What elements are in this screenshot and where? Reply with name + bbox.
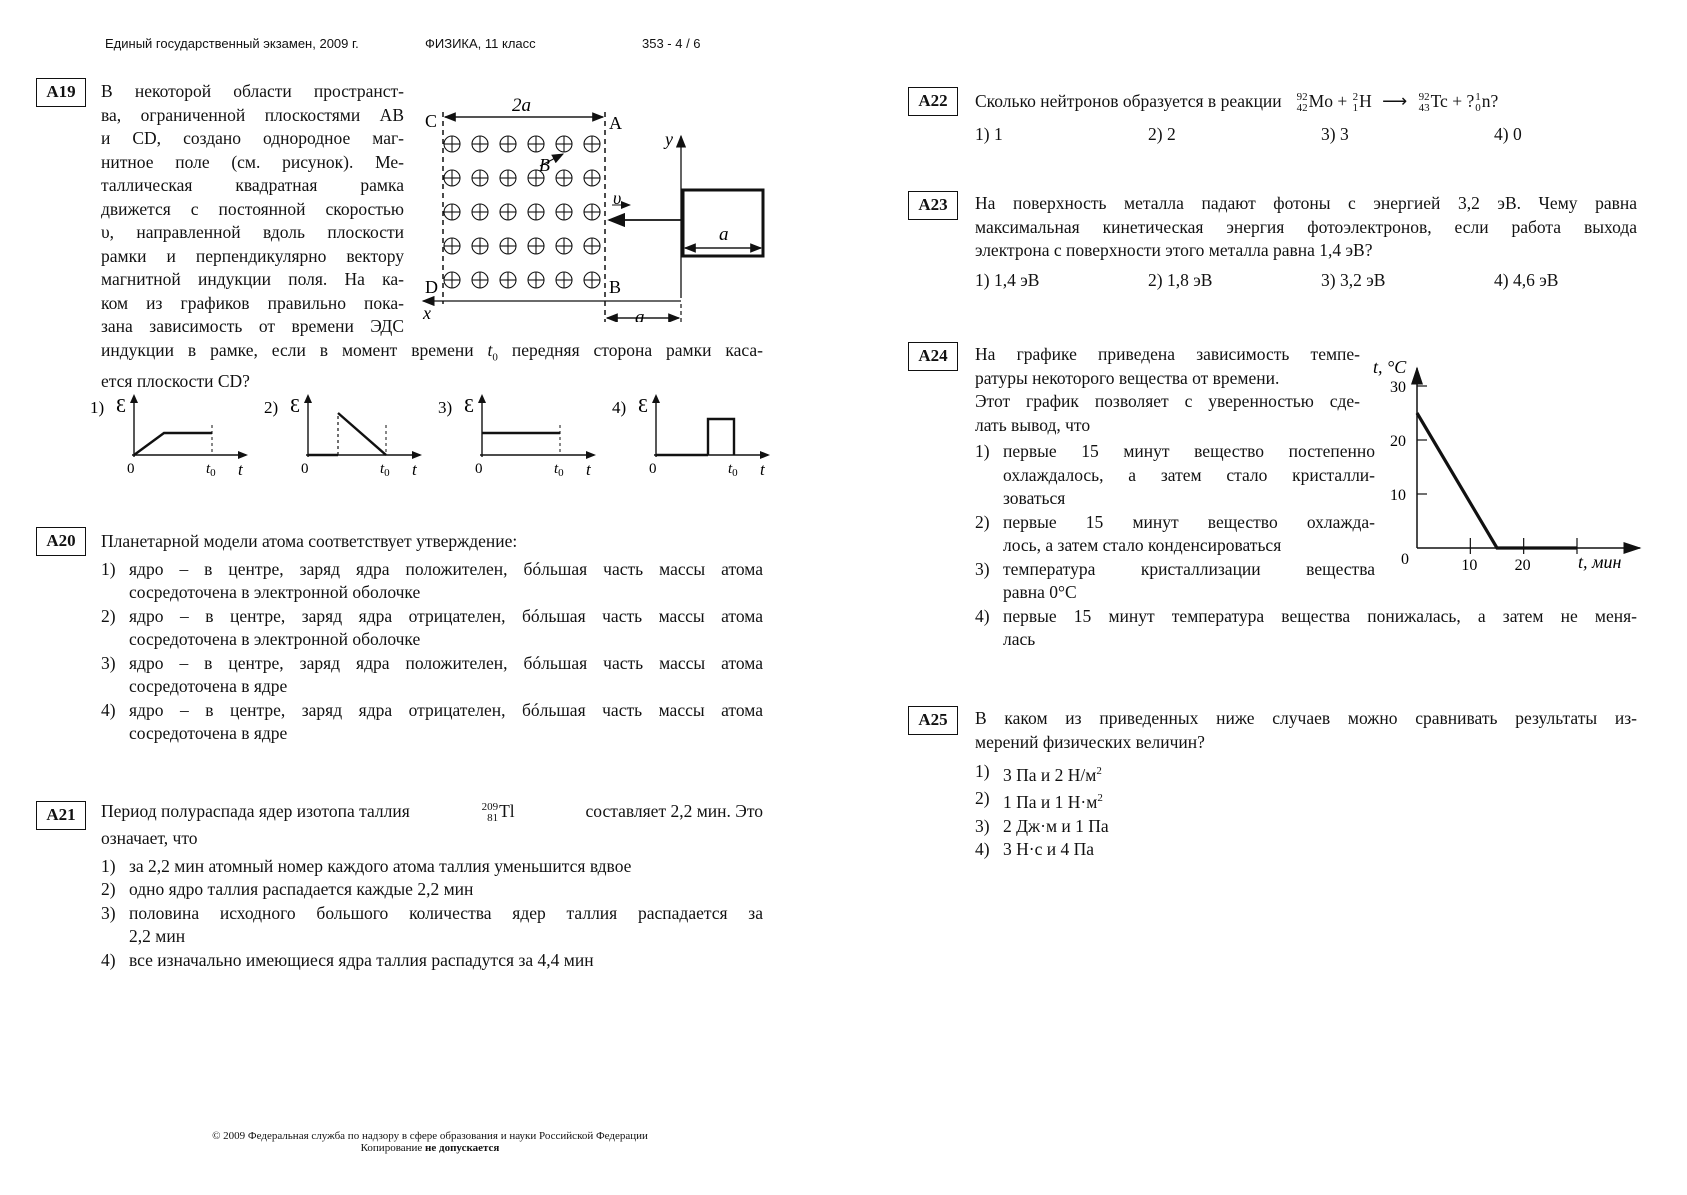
a23-body: На поверхность металла падают фотоны с энергией 3,2 эВ. Чему равна максимальная кинетическая энергия фотоэлектронов, если работа выхода электрона с поверхности этого металла равна 1,4 эВ? 1) 1,4 эВ 2) 1,8 эВ 3) 3,2 эВ 4) 4,6 эВ bbox=[975, 193, 1637, 290]
field-symbol-icon bbox=[584, 238, 600, 254]
a24-option-1[interactable]: 1) первые 15 минут вещество постепенно охлаждалось, а затем стало кристалли- зоваться bbox=[975, 441, 1375, 508]
emf-curve bbox=[134, 433, 212, 455]
t0-label: $t_0$ bbox=[206, 461, 216, 479]
field-symbol-icon bbox=[472, 170, 488, 186]
header-exam: Единый государственный экзамен, 2009 г. bbox=[105, 36, 359, 51]
field-symbol-icon bbox=[556, 238, 572, 254]
graph-origin: 0 bbox=[649, 461, 657, 477]
field-symbol-icon bbox=[472, 238, 488, 254]
a20-option-1[interactable]: 1) ядро – в центре, заряд ядра положителен, бóльшая часть массы атома сосредоточена в электронной оболочке bbox=[101, 558, 763, 602]
a25-option-1[interactable]: 1) 3 Па и 2 $Н/м^2$ bbox=[975, 761, 1102, 785]
a22-option-1[interactable]: 1) 1 bbox=[975, 124, 1003, 144]
graph-origin: 0 bbox=[475, 461, 483, 477]
t-label: t bbox=[760, 460, 765, 479]
a24-option-4[interactable]: 4) первые 15 минут температура вещества понижалась, а затем не меня- лась bbox=[975, 605, 1637, 649]
field-symbol-icon bbox=[556, 272, 572, 288]
t0-label: $t_0$ bbox=[728, 461, 738, 479]
emf-label: Ɛ bbox=[290, 395, 301, 417]
a19-line: нитное поле (см. рисунок). Ме- bbox=[101, 151, 404, 172]
a20-question: Планетарной модели атома соответствует утверждение: bbox=[101, 531, 518, 551]
a20-option-3[interactable]: 3) ядро – в центре, заряд ядра положителен, бóльшая часть массы атома сосредоточена в ядре bbox=[101, 652, 763, 696]
emf-label: Ɛ bbox=[464, 395, 475, 417]
y-tick-label: 30 bbox=[1390, 379, 1406, 396]
a19-answer-graph[interactable] bbox=[610, 393, 780, 483]
chart-ylabel: t, °C bbox=[1373, 357, 1407, 377]
field-symbol-icon bbox=[584, 204, 600, 220]
label-B: B bbox=[609, 277, 622, 297]
field-symbol-icon bbox=[528, 238, 544, 254]
label-2a: 2a bbox=[512, 95, 531, 116]
a19-line: движется с постоянной скоростью bbox=[101, 198, 404, 219]
question-label-a23: A23 bbox=[908, 191, 958, 220]
field-symbol-icon bbox=[472, 136, 488, 152]
label-a-frame: a bbox=[719, 224, 729, 245]
a24-option-3[interactable]: 3) температура кристаллизации вещества равна 0°С bbox=[975, 558, 1375, 602]
field-symbol-icon bbox=[472, 272, 488, 288]
a19-line: υ, направленной вдоль плоскости bbox=[101, 222, 404, 242]
header-subject: ФИЗИКА, 11 класс bbox=[425, 36, 536, 51]
label-x: x bbox=[423, 303, 431, 322]
temperature-series-line bbox=[1417, 413, 1577, 548]
graph-origin: 0 bbox=[301, 461, 309, 477]
t-label: t bbox=[412, 460, 417, 479]
a19-line: рамки и перпендикулярно вектору bbox=[101, 245, 404, 266]
a19-line: магнитной индукции поля. На ка- bbox=[101, 269, 404, 289]
a21-option-4[interactable]: 4) все изначально имеющиеся ядра таллия распадутся за 4,4 мин bbox=[101, 949, 594, 970]
t0-label: $t_0$ bbox=[554, 461, 564, 479]
field-symbol-icon bbox=[584, 272, 600, 288]
field-symbol-icon bbox=[444, 170, 460, 186]
label-C: C bbox=[425, 111, 438, 131]
field-symbol-icon bbox=[500, 238, 516, 254]
label-a-bottom: a bbox=[635, 307, 645, 322]
a21-body: Период полураспада ядер изотопа таллия 209 81 Tl составляет 2,2 мин. Это означает, что 1) за 2,2 мин атомный номер каждого атома таллия уменьшится вдвое 2) одно ядро таллия распадается каждые 2,2 мин 3) половина исходного большого количества ядер таллия распадается за 2,2 мин 4) все изначально имеющиеся ядра таллия распадутся за 4,4 мин bbox=[101, 797, 763, 972]
a19-line: ком из графиков правильно пока- bbox=[101, 292, 404, 313]
a20-option-2[interactable]: 2) ядро – в центре, заряд ядра отрицателен, бóльшая часть массы атома сосредоточена в электронной оболочке bbox=[101, 605, 763, 649]
a21-option-3[interactable]: 3) половина исходного большого количества ядер таллия распадается за 2,2 мин bbox=[101, 902, 763, 946]
emf-curve bbox=[708, 419, 734, 455]
label-D: D bbox=[425, 277, 438, 297]
a24-option-2[interactable]: 2) первые 15 минут вещество охлажда- лось, а затем стало конденсироваться bbox=[975, 511, 1375, 555]
a25-option-4[interactable]: 4) 3 Н·с и 4 Па bbox=[975, 839, 1095, 860]
a22-option-2[interactable]: 2) 2 bbox=[1148, 124, 1176, 144]
a20-body bbox=[101, 530, 763, 746]
field-symbol-icon bbox=[500, 170, 516, 186]
a22-body: Сколько нейтронов образуется в реакции 92 42 Mo + 2 1 H ⟶ 92 43 Tc + ? 1 0 n? 1) 1 2) 2 3) 3 4) 0 bbox=[975, 86, 1637, 146]
question-label-a20: A20 bbox=[36, 527, 86, 556]
graph-number: 2) bbox=[264, 398, 279, 417]
emf-curve bbox=[338, 413, 386, 455]
graph-origin: 0 bbox=[127, 461, 135, 477]
x-tick-label: 20 bbox=[1514, 557, 1531, 574]
a19-line: В некоторой области пространст- bbox=[101, 81, 404, 101]
field-symbol-icon bbox=[584, 170, 600, 186]
a19-field-figure bbox=[415, 92, 780, 322]
metal-frame bbox=[683, 190, 763, 256]
footer: © 2009 Федеральная служба по надзору в сфере образования и науки Российской Федерации Копирование не допускается bbox=[212, 1130, 648, 1154]
graph-number: 3) bbox=[438, 398, 453, 417]
a19-text-tail: индукции в рамке, если в момент времени $t_0$ передняя сторона рамки каса- ется плоскости CD? bbox=[101, 340, 763, 391]
a19-text bbox=[101, 80, 404, 339]
a25-option-3[interactable]: 3) 2 Дж·м и 1 Па bbox=[975, 815, 1109, 836]
field-symbol-icon bbox=[556, 136, 572, 152]
header-page: 353 - 4 / 6 bbox=[642, 36, 701, 51]
label-y: y bbox=[665, 129, 673, 149]
t-label: t bbox=[586, 460, 591, 479]
a21-option-2[interactable]: 2) одно ядро таллия распадается каждые 2,2 мин bbox=[101, 879, 474, 899]
a22-reaction: 92 42 Mo + 2 1 H ⟶ 92 43 Tc + ? 1 0 n? bbox=[1296, 90, 1499, 114]
field-symbol-icon bbox=[500, 272, 516, 288]
field-symbol-icon bbox=[556, 170, 572, 186]
question-label-a25: A25 bbox=[908, 706, 958, 735]
question-label-a21: A21 bbox=[36, 801, 86, 830]
t-label: t bbox=[238, 460, 243, 479]
chart-origin: 0 bbox=[1401, 551, 1409, 568]
magnetic-field-symbols bbox=[444, 136, 600, 288]
label-B-vector: B bbox=[539, 155, 550, 175]
emf-label: Ɛ bbox=[638, 395, 649, 417]
field-symbol-icon bbox=[528, 136, 544, 152]
a19-line: зана зависимость от времени ЭДС bbox=[101, 316, 404, 336]
a19-answer-graphs bbox=[88, 393, 788, 483]
a25-body: В каком из приведенных ниже случаев можно сравнивать результаты из- мерений физических величин? 1) 3 Па и 2 $Н/м^2$ 2) 1 Па и 1 $Н\cdot м^2$ 3) 2 Дж·м и 1 Па 4) 3 Н·с и 4 Па bbox=[975, 707, 1637, 862]
a19-line: и CD, создано однородное маг- bbox=[101, 128, 404, 148]
label-A: A bbox=[609, 113, 622, 133]
field-symbol-icon bbox=[444, 136, 460, 152]
field-symbol-icon bbox=[528, 272, 544, 288]
field-symbol-icon bbox=[444, 238, 460, 254]
field-symbol-icon bbox=[584, 136, 600, 152]
a19-answer-graph[interactable] bbox=[88, 393, 258, 483]
question-label-a24: A24 bbox=[908, 342, 958, 371]
a24-body: На графике приведена зависимость темпе- ратуры некоторого вещества от времени. Этот график позволяет с уверенностью сде- лать вывод, что 1) первые 15 минут вещество постепенно охлаждалось, а затем стало кристалли- зоваться 2) первые 15 минут вещество охлажда- лось, а затем стало конденсироваться 3) температура кристаллизации вещества равна 0°С 4) первые 15 минут температура вещества понижалась, а затем не меня- лась bbox=[975, 343, 1637, 652]
a25-option-2[interactable]: 2) 1 Па и 1 $Н\cdot м^2$ bbox=[975, 788, 1103, 813]
a22-option-3[interactable]: 3) 3 bbox=[1321, 124, 1349, 144]
graph-number: 1) bbox=[90, 398, 105, 417]
chart-xlabel: t, мин bbox=[1578, 552, 1622, 572]
a19-line: ва, ограниченной плоскостями AB bbox=[101, 104, 404, 125]
field-symbol-icon bbox=[472, 204, 488, 220]
a19-answer-graph[interactable] bbox=[262, 393, 432, 483]
field-symbol-icon bbox=[500, 204, 516, 220]
a21-option-1[interactable]: 1) за 2,2 мин атомный номер каждого атома таллия уменьшится вдвое bbox=[101, 855, 632, 876]
question-label-a19: A19 bbox=[36, 78, 86, 107]
field-symbol-icon bbox=[444, 272, 460, 288]
x-tick-label: 10 bbox=[1461, 557, 1478, 574]
a23-option-4[interactable]: 4) 4,6 эВ bbox=[1494, 269, 1559, 290]
field-symbol-icon bbox=[556, 204, 572, 220]
a20-option-4[interactable]: 4) ядро – в центре, заряд ядра отрицателен, бóльшая часть массы атома сосредоточена в ядре bbox=[101, 699, 763, 743]
a22-option-4[interactable]: 4) 0 bbox=[1494, 124, 1522, 144]
y-tick-label: 10 bbox=[1390, 487, 1406, 504]
field-symbol-icon bbox=[528, 204, 544, 220]
a19-line: таллическая квадратная рамка bbox=[101, 175, 404, 195]
label-v: υ bbox=[613, 188, 622, 208]
field-symbol-icon bbox=[444, 204, 460, 220]
field-symbol-icon bbox=[500, 136, 516, 152]
y-tick-label: 20 bbox=[1390, 433, 1406, 450]
a23-option-1[interactable]: 1) 1,4 эВ bbox=[975, 269, 1040, 290]
t0-label: $t_0$ bbox=[380, 461, 390, 479]
a23-option-3[interactable]: 3) 3,2 эВ bbox=[1321, 269, 1386, 290]
question-label-a22: A22 bbox=[908, 87, 958, 116]
emf-label: Ɛ bbox=[116, 395, 127, 417]
a24-temperature-chart bbox=[1365, 348, 1645, 578]
a19-answer-graph[interactable] bbox=[436, 393, 606, 483]
a23-option-2[interactable]: 2) 1,8 эВ bbox=[1148, 269, 1213, 290]
graph-number: 4) bbox=[612, 398, 627, 417]
